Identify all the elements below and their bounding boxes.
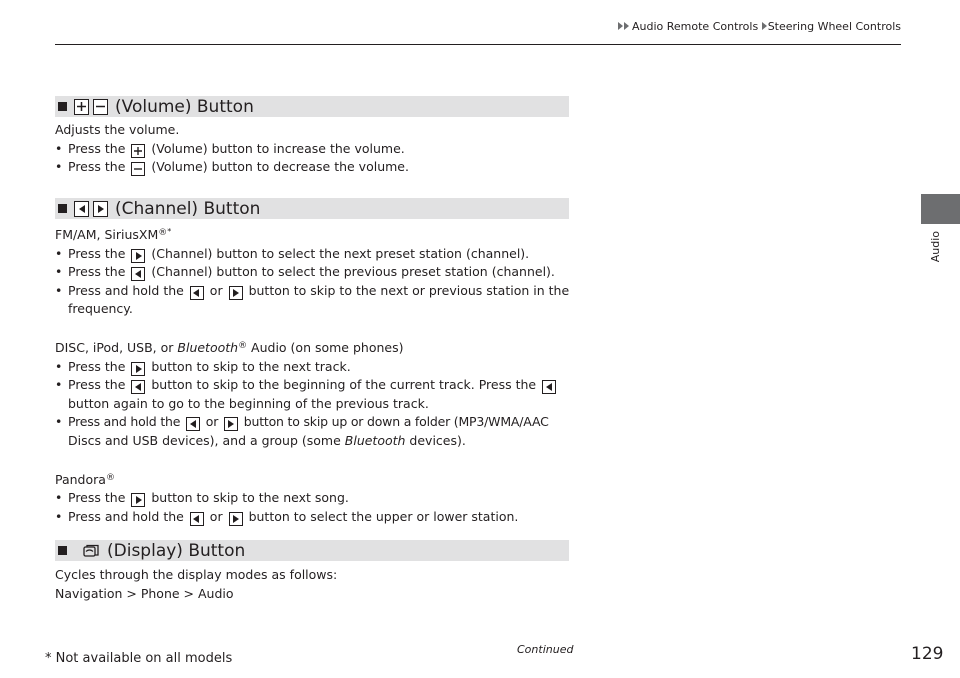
plus-button-icon: [74, 99, 89, 115]
section-title: (Volume) Button: [115, 96, 254, 117]
channel-up-button-icon: [131, 362, 145, 376]
paragraph: Cycles through the display modes as follows:: [55, 567, 338, 582]
list-item: • Press the (Channel) button to select the previous preset station (channel).: [55, 264, 555, 279]
channel-down-button-icon: [190, 512, 204, 526]
channel-down-button-icon: [190, 286, 204, 300]
channel-down-button-icon: [74, 201, 89, 217]
list-item: • Press the button to skip to the beginning of the current track. Press the: [55, 376, 569, 395]
minus-button-icon: [131, 162, 145, 176]
continued-label: Continued: [517, 643, 574, 656]
plus-button-icon: [131, 144, 145, 158]
footnote: * Not available on all models: [45, 651, 233, 666]
list-item: • Press the (Volume) button to decrease the volume.: [55, 159, 409, 174]
sub-heading: FM/AM, SiriusXM®*: [55, 227, 172, 242]
section-tab-label: Audio: [929, 231, 942, 263]
channel-description: [55, 223, 569, 526]
sub-heading: Pandora®: [55, 471, 115, 487]
square-bullet-icon: [58, 102, 67, 111]
channel-down-button-icon: [131, 380, 145, 394]
list-item-continuation: frequency.: [68, 301, 133, 316]
list-item: • Press the (Volume) button to increase the volume.: [55, 140, 405, 156]
breadcrumb-item: Steering Wheel Controls: [767, 20, 901, 33]
breadcrumb: [618, 20, 901, 34]
list-item: • Press and hold the or button to select the upper or lower station.: [55, 508, 519, 524]
list-item: • Press the button to skip to the next song.: [55, 490, 349, 505]
channel-up-button-icon: [229, 286, 243, 300]
list-item: • Press and hold the or button to skip up or down a folder (MP3/WMA/AAC: [55, 414, 549, 429]
channel-up-button-icon: [229, 512, 243, 526]
channel-down-button-icon: [542, 380, 556, 394]
square-bullet-icon: [58, 546, 67, 555]
channel-down-button-icon: [131, 267, 145, 281]
volume-description: [55, 121, 409, 177]
section-heading-display: [55, 540, 569, 561]
list-item: • Press the button to skip to the next track.: [55, 358, 351, 374]
list-item: • Press the (Channel) button to select the next preset station (channel).: [55, 245, 530, 261]
section-title: (Channel) Button: [115, 198, 261, 219]
section-heading-volume: [55, 96, 569, 117]
sub-heading: DISC, iPod, USB, or Bluetooth® Audio (on some phones): [55, 340, 404, 355]
list-item-continuation: Discs and USB devices), and a group (some Bluetooth devices).: [68, 432, 466, 448]
section-heading-channel: [55, 198, 569, 219]
square-bullet-icon: [58, 204, 67, 213]
section-tab-marker: [921, 194, 960, 224]
channel-up-button-icon: [131, 249, 145, 263]
page-number: 129: [911, 644, 944, 664]
display-button-icon: [82, 543, 100, 559]
minus-button-icon: [93, 99, 108, 115]
breadcrumb-item: Audio Remote Controls: [632, 20, 759, 33]
channel-up-button-icon: [131, 493, 145, 507]
list-item-continuation: button again to go to the beginning of the previous track.: [68, 395, 429, 411]
chevron-right-icon: [624, 22, 629, 30]
paragraph: Adjusts the volume.: [55, 122, 180, 137]
channel-up-button-icon: [93, 201, 108, 217]
channel-down-button-icon: [186, 417, 200, 431]
chevron-right-icon: [762, 22, 767, 30]
section-title: (Display) Button: [107, 540, 246, 561]
header-divider: [55, 44, 901, 45]
list-item: • Press and hold the or button to skip to the next or previous station in the: [55, 282, 570, 298]
paragraph: Navigation > Phone > Audio: [55, 585, 234, 601]
channel-up-button-icon: [224, 417, 238, 431]
chevron-right-icon: [618, 22, 623, 30]
display-description: [55, 566, 337, 603]
